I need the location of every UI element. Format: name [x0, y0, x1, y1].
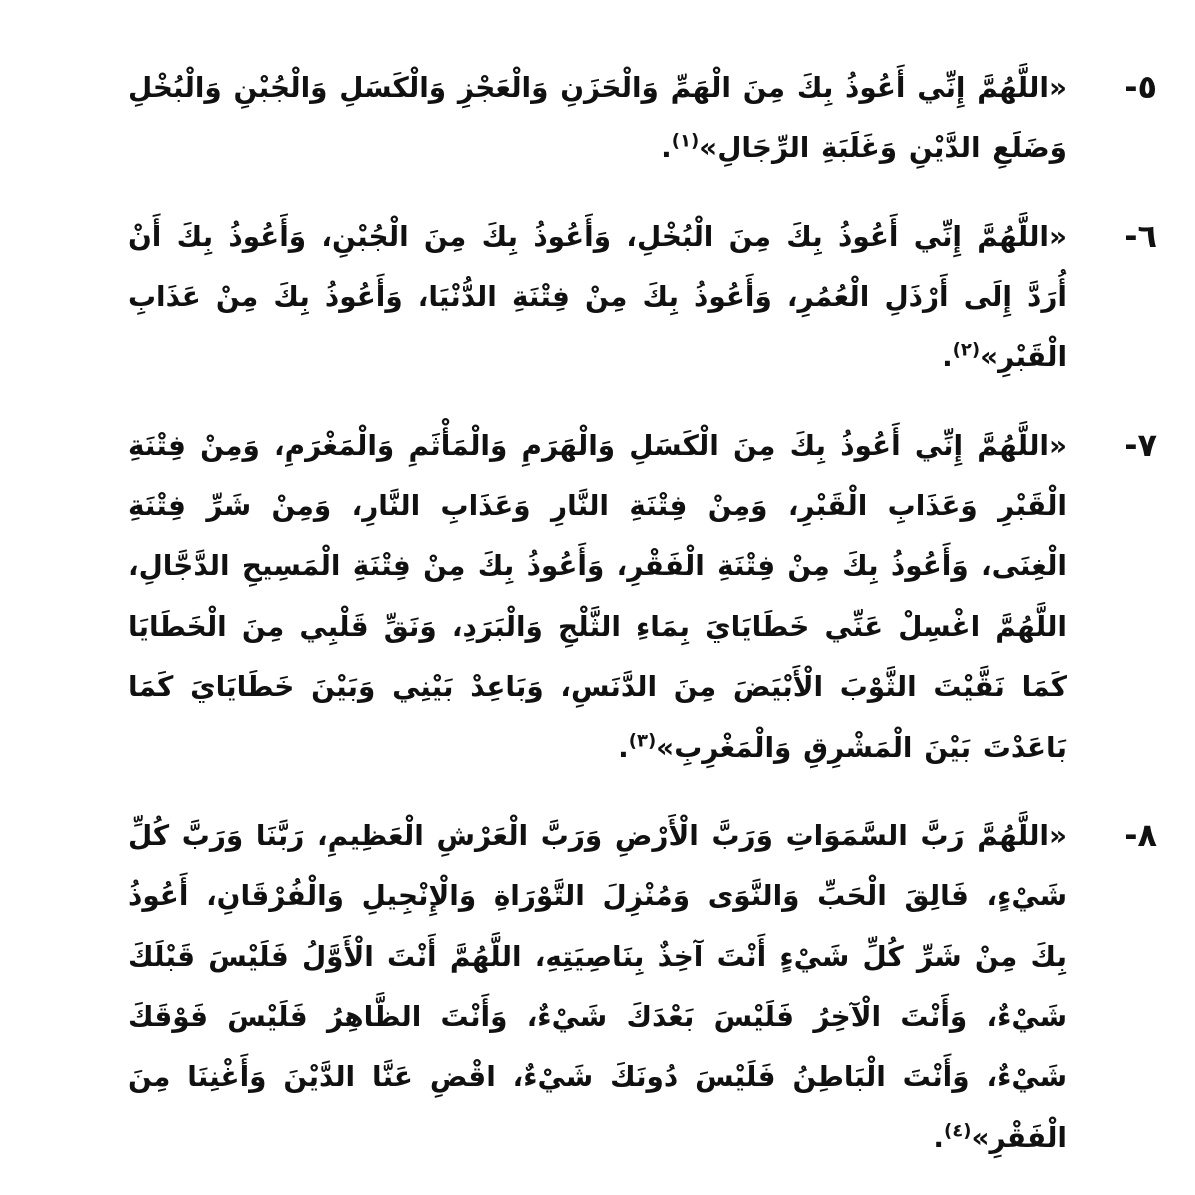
supplication-entry-7 — [0, 416, 1195, 778]
footnote-reference: (٣) — [628, 730, 657, 752]
footnote-reference: (٤) — [943, 1120, 972, 1142]
sentence-end-mark: . — [933, 1120, 944, 1154]
entry-number: ٨- — [1124, 815, 1157, 854]
supplication-entry-5 — [0, 58, 1195, 179]
entry-text — [128, 58, 1067, 179]
footnote-reference: (٢) — [952, 340, 981, 362]
supplication-text: «اللَّهُمَّ إِنِّي أَعُوذُ بِكَ مِنَ الْبُخْلِ، وَأَعُوذُ بِكَ مِنَ الْجُبْنِ، وَأَعُوذُ بِكَ أَنْ أُرَدَّ إِلَى أَرْذَلِ الْعُمُرِ، وَأَعُوذُ بِكَ مِنْ فِتْنَةِ الدُّنْيَا، وَأَعُوذُ بِكَ مِنْ عَذَابِ الْقَبْرِ» — [128, 219, 1067, 374]
supplication-text: «اللَّهُمَّ إِنِّي أَعُوذُ بِكَ مِنَ الْكَسَلِ وَالْهَرَمِ وَالْمَأْثَمِ وَالْمَغْرَمِ، وَمِنْ فِتْنَةِ الْقَبْرِ وَعَذَابِ الْقَبْرِ، وَمِنْ فِتْنَةِ النَّارِ وَعَذَابِ النَّارِ، وَمِنْ شَرِّ فِتْنَةِ الْغِنَى، وَأَعُوذُ بِكَ مِنْ فِتْنَةِ الْفَقْرِ، وَأَعُوذُ بِكَ مِنْ فِتْنَةِ الْمَسِيحِ الدَّجَّالِ، اللَّهُمَّ اغْسِلْ عَنِّي خَطَايَايَ بِمَاءِ الثَّلْجِ وَالْبَرَدِ، وَنَقِّ قَلْبِي مِنَ الْخَطَايَا كَمَا نَقَّيْتَ الثَّوْبَ الْأَبْيَضَ مِنَ الدَّنَسِ، وَبَاعِدْ بَيْنِي وَبَيْنَ خَطَايَايَ كَمَا بَاعَدْتَ بَيْنَ الْمَشْرِقِ وَالْمَغْرِبِ» — [128, 428, 1067, 764]
entry-text — [128, 416, 1067, 778]
entry-number: ٦- — [1124, 216, 1157, 255]
sentence-end-mark: . — [942, 340, 953, 374]
entry-text — [128, 207, 1067, 388]
supplication-text: «اللَّهُمَّ رَبَّ السَّمَوَاتِ وَرَبَّ الْأَرْضِ وَرَبَّ الْعَرْشِ الْعَظِيمِ، رَبَّنَا وَرَبَّ كُلِّ شَيْءٍ، فَالِقَ الْحَبِّ وَالنَّوَى وَمُنْزِلَ التَّوْرَاةِ وَالْإِنْجِيلِ وَالْفُرْقَانِ، أَعُوذُ بِكَ مِنْ شَرِّ كُلِّ شَيْءٍ أَنْتَ آخِذٌ بِنَاصِيَتِهِ، اللَّهُمَّ أَنْتَ الْأَوَّلُ فَلَيْسَ قَبْلَكَ شَيْءٌ، وَأَنْتَ الْآخِرُ فَلَيْسَ بَعْدَكَ شَيْءٌ، وَأَنْتَ الظَّاهِرُ فَلَيْسَ فَوْقَكَ شَيْءٌ، وَأَنْتَ الْبَاطِنُ فَلَيْسَ دُونَكَ شَيْءٌ، اقْضِ عَنَّا الدَّيْنَ وَأَغْنِنَا مِنَ الْفَقْرِ» — [128, 818, 1067, 1154]
entry-text — [128, 806, 1067, 1168]
sentence-end-mark: . — [618, 730, 629, 764]
footnote-reference: (١) — [671, 130, 700, 152]
supplication-text: «اللَّهُمَّ إِنِّي أَعُوذُ بِكَ مِنَ الْهَمِّ وَالْحَزَنِ وَالْعَجْزِ وَالْكَسَلِ وَالْجُبْنِ وَالْبُخْلِ وَضَلَعِ الدَّيْنِ وَغَلَبَةِ الرِّجَالِ» — [128, 70, 1067, 165]
supplication-entry-6 — [0, 207, 1195, 388]
entry-number: ٧- — [1124, 425, 1157, 464]
sentence-end-mark: . — [661, 131, 672, 165]
document-page — [0, 30, 1195, 1190]
entry-number: ٥- — [1124, 67, 1157, 106]
supplication-entry-8 — [0, 806, 1195, 1168]
